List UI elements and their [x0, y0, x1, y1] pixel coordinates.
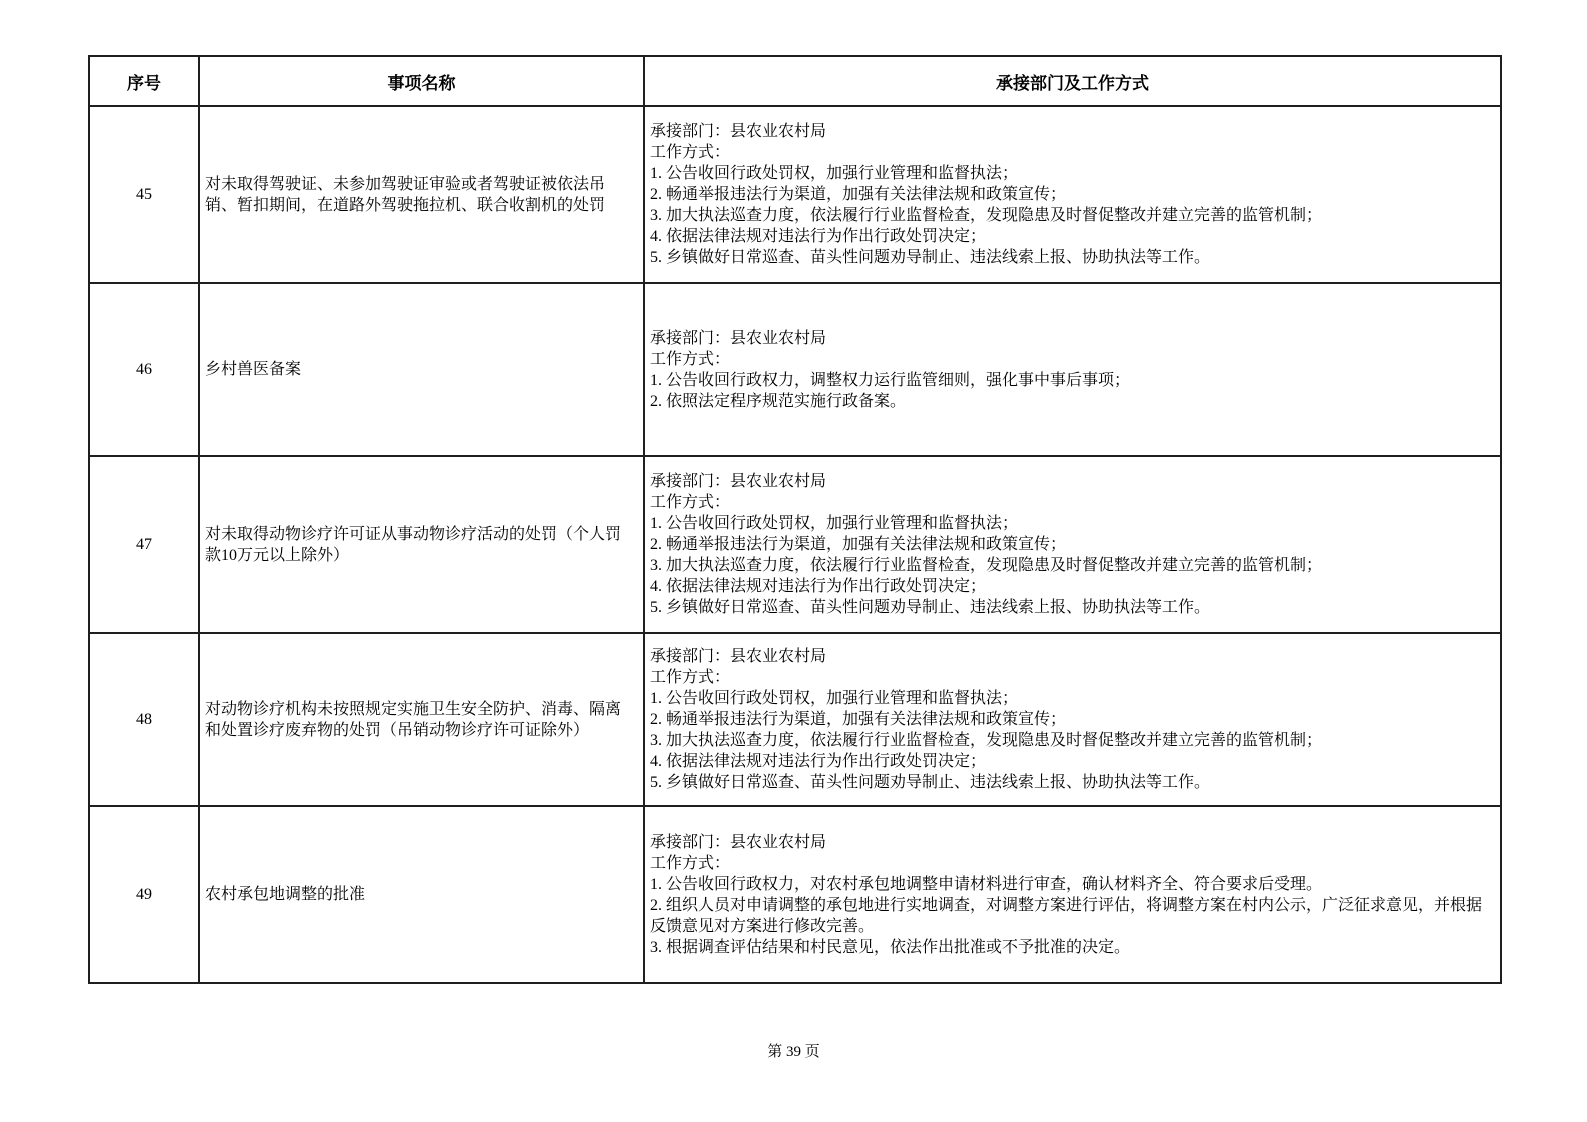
detail-line: 3. 加大执法巡查力度，依法履行行业监督检查，发现隐患及时督促整改并建立完善的监管机制；	[650, 557, 1323, 574]
detail-line: 承接部门：县农业农村局	[650, 123, 827, 140]
item-name: 对动物诊疗机构未按照规定实施卫生安全防护、消毒、隔离和处置诊疗废弃物的处罚（吊销动物诊疗许可证除外）	[199, 633, 644, 806]
detail-line: 3. 加大执法巡查力度，依法履行行业监督检查，发现隐患及时督促整改并建立完善的监管机制；	[650, 207, 1323, 224]
item-details	[644, 806, 1501, 983]
table-row	[89, 456, 1501, 633]
row-number: 46	[89, 283, 199, 456]
table-header-row	[89, 56, 1501, 106]
item-name: 乡村兽医备案	[199, 283, 644, 456]
row-number: 47	[89, 456, 199, 633]
detail-line: 5. 乡镇做好日常巡查、苗头性问题劝导制止、违法线索上报、协助执法等工作。	[650, 249, 1211, 266]
detail-line: 2. 组织人员对申请调整的承包地进行实地调查，对调整方案进行评估，将调整方案在村内公示，广泛征求意见，并根据反馈意见对方案进行修改完善。	[650, 896, 1483, 935]
header-number: 序号	[89, 56, 199, 106]
row-number: 49	[89, 806, 199, 983]
detail-line: 1. 公告收回行政权力，对农村承包地调整申请材料进行审查，确认材料齐全、符合要求后受理。	[650, 875, 1323, 893]
page-number-footer: 第 39 页	[767, 1044, 820, 1060]
table-row	[89, 633, 1501, 806]
item-details	[644, 456, 1501, 633]
detail-line: 5. 乡镇做好日常巡查、苗头性问题劝导制止、违法线索上报、协助执法等工作。	[650, 774, 1211, 791]
detail-line: 3. 根据调查评估结果和村民意见，依法作出批准或不予批准的决定。	[650, 938, 1131, 956]
detail-line: 1. 公告收回行政处罚权，加强行业管理和监督执法；	[650, 165, 1019, 182]
detail-line: 1. 公告收回行政处罚权，加强行业管理和监督执法；	[650, 515, 1019, 532]
detail-line: 工作方式：	[650, 854, 731, 872]
table-row	[89, 106, 1501, 283]
detail-line: 5. 乡镇做好日常巡查、苗头性问题劝导制止、违法线索上报、协助执法等工作。	[650, 599, 1211, 616]
header-department-method: 承接部门及工作方式	[644, 56, 1501, 106]
item-details	[644, 106, 1501, 283]
detail-line: 工作方式：	[650, 350, 731, 368]
detail-line: 2. 依照法定程序规范实施行政备案。	[650, 392, 907, 410]
detail-line: 承接部门：县农业农村局	[650, 648, 827, 665]
item-name: 农村承包地调整的批准	[199, 806, 644, 983]
row-number: 45	[89, 106, 199, 283]
items-table	[88, 55, 1502, 984]
header-item-name: 事项名称	[199, 56, 644, 106]
table-row	[89, 283, 1501, 456]
detail-line: 工作方式：	[650, 669, 731, 686]
detail-line: 4. 依据法律法规对违法行为作出行政处罚决定；	[650, 578, 987, 595]
detail-line: 1. 公告收回行政处罚权，加强行业管理和监督执法；	[650, 690, 1019, 707]
item-details	[644, 283, 1501, 456]
detail-line: 1. 公告收回行政权力，调整权力运行监管细则，强化事中事后事项；	[650, 371, 1131, 389]
table-row	[89, 806, 1501, 983]
detail-line: 承接部门：县农业农村局	[650, 833, 827, 851]
detail-line: 4. 依据法律法规对违法行为作出行政处罚决定；	[650, 228, 987, 245]
row-number: 48	[89, 633, 199, 806]
item-name: 对未取得驾驶证、未参加驾驶证审验或者驾驶证被依法吊销、暂扣期间，在道路外驾驶拖拉机、联合收割机的处罚	[199, 106, 644, 283]
detail-line: 工作方式：	[650, 144, 731, 161]
detail-line: 4. 依据法律法规对违法行为作出行政处罚决定；	[650, 753, 987, 770]
detail-line: 2. 畅通举报违法行为渠道，加强有关法律法规和政策宣传；	[650, 536, 1067, 553]
detail-line: 2. 畅通举报违法行为渠道，加强有关法律法规和政策宣传；	[650, 711, 1067, 728]
detail-line: 工作方式：	[650, 494, 731, 511]
item-details	[644, 633, 1501, 806]
detail-line: 承接部门：县农业农村局	[650, 473, 827, 490]
detail-line: 3. 加大执法巡查力度，依法履行行业监督检查，发现隐患及时督促整改并建立完善的监管机制；	[650, 732, 1323, 749]
detail-line: 承接部门：县农业农村局	[650, 329, 827, 347]
detail-line: 2. 畅通举报违法行为渠道，加强有关法律法规和政策宣传；	[650, 186, 1067, 203]
item-name: 对未取得动物诊疗许可证从事动物诊疗活动的处罚（个人罚款10万元以上除外）	[199, 456, 644, 633]
